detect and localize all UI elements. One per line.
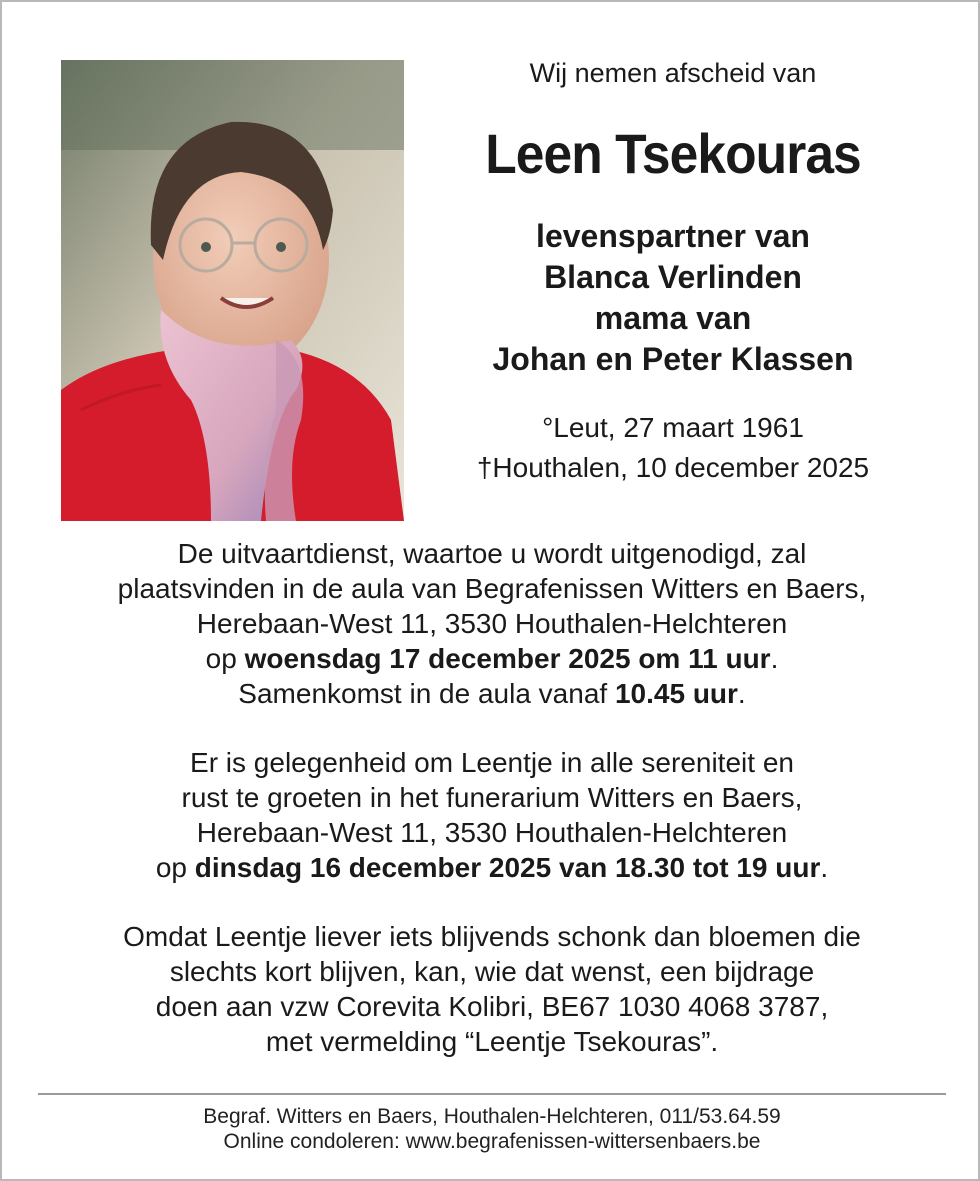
deceased-name: Leen Tsekouras bbox=[485, 122, 861, 185]
header-block bbox=[418, 56, 928, 488]
service-paragraph bbox=[42, 536, 942, 711]
donation-paragraph bbox=[42, 919, 942, 1059]
divider bbox=[38, 1093, 946, 1095]
service-date-prefix: op bbox=[205, 643, 245, 674]
donation-line: Omdat Leentje liever iets blijvends schonk dan bloemen die bbox=[123, 921, 861, 952]
donation-line: doen aan vzw Corevita Kolibri, BE67 1030 4068 3787, bbox=[155, 991, 829, 1022]
visitation-line: rust te groeten in het funerarium Witters en Baers, bbox=[181, 782, 803, 813]
visitation-date-prefix: op bbox=[155, 852, 195, 883]
service-line: Herebaan-West 11, 3530 Houthalen-Helchteren bbox=[196, 608, 788, 639]
footer bbox=[42, 1104, 942, 1154]
relation-line: Blanca Verlinden bbox=[544, 259, 802, 295]
relation-line: levenspartner van bbox=[536, 218, 810, 254]
visitation-date: dinsdag 16 december 2025 van 18.30 tot 19 uur bbox=[194, 852, 821, 883]
service-date: woensdag 17 december 2025 om 11 uur bbox=[244, 643, 771, 674]
relations-list bbox=[418, 216, 928, 380]
life-dates bbox=[418, 408, 928, 488]
donation-line: met vermelding “Leentje Tsekouras”. bbox=[265, 1026, 719, 1057]
visitation-date-suffix: . bbox=[820, 852, 829, 883]
visitation-line: Herebaan-West 11, 3530 Houthalen-Helchteren bbox=[196, 817, 788, 848]
service-date-suffix: . bbox=[770, 643, 779, 674]
gathering-suffix: . bbox=[737, 678, 746, 709]
birth-date: °Leut, 27 maart 1961 bbox=[542, 412, 804, 443]
service-line: De uitvaartdienst, waartoe u wordt uitgenodigd, zal bbox=[177, 538, 807, 569]
funeral-home-contact: Begraf. Witters en Baers, Houthalen-Helchteren, 011/53.64.59 bbox=[203, 1105, 781, 1128]
intro-text: Wij nemen afscheid van bbox=[529, 58, 817, 88]
visitation-paragraph bbox=[42, 745, 942, 885]
gathering-prefix: Samenkomst in de aula vanaf bbox=[238, 678, 615, 709]
relation-line: mama van bbox=[594, 300, 752, 336]
service-line bbox=[42, 641, 942, 676]
relation-line: Johan en Peter Klassen bbox=[492, 341, 854, 377]
gathering-time: 10.45 uur bbox=[614, 678, 738, 709]
donation-line: slechts kort blijven, kan, wie dat wenst, een bijdrage bbox=[169, 956, 815, 987]
body-text bbox=[42, 536, 942, 1093]
service-line: plaatsvinden in de aula van Begrafenissen Witters en Baers, bbox=[117, 573, 867, 604]
visitation-line bbox=[42, 850, 942, 885]
online-condolence: Online condoleren: www.begrafenissen-wittersenbaers.be bbox=[223, 1130, 761, 1153]
service-line bbox=[42, 676, 942, 711]
visitation-line: Er is gelegenheid om Leentje in alle sereniteit en bbox=[190, 747, 794, 778]
death-date: †Houthalen, 10 december 2025 bbox=[476, 452, 870, 483]
portrait-photo bbox=[61, 60, 404, 521]
